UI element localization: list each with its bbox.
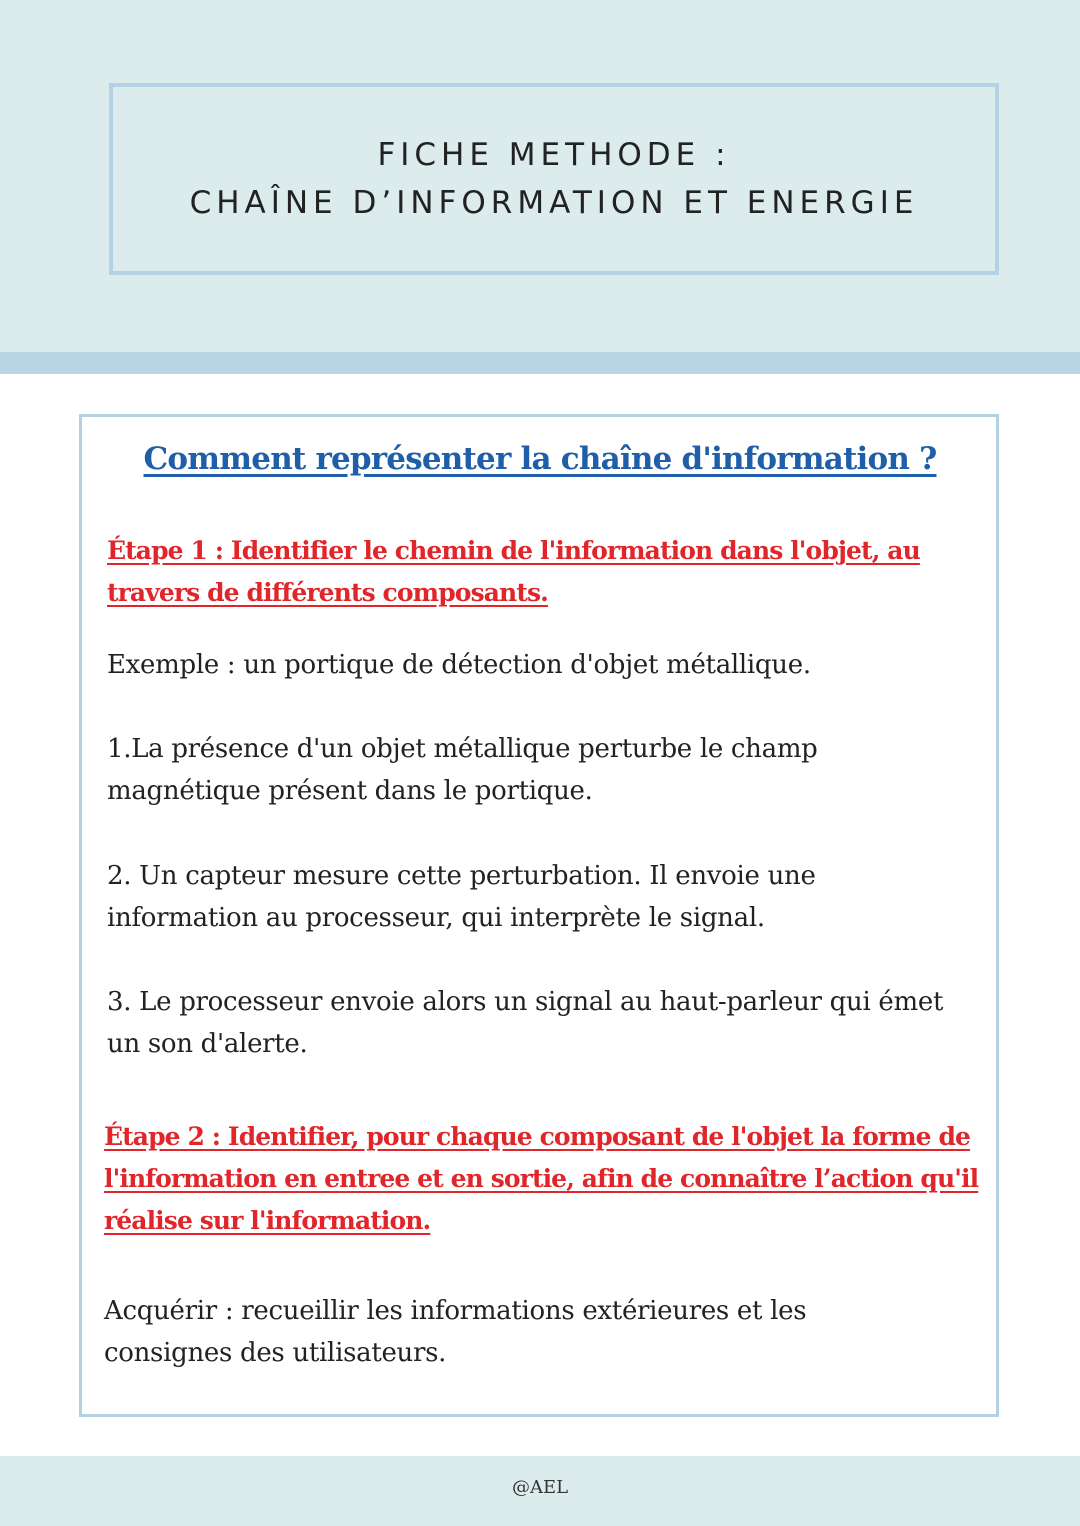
step-1-heading: Étape 1 : Identifier le chemin de l'information dans l'objet, au travers de différents composants. [107,536,920,607]
point-3-text: 3. Le processeur envoie alors un signal au haut-parleur qui émet un son d'alerte. [107,987,944,1059]
example-text: Exemple : un portique de détection d'objet métallique. [107,650,811,680]
header-stripe [0,352,1080,374]
title-line-2: CHAÎNE D’INFORMATION ET ENERGIE [189,185,919,221]
point-1-text: 1.La présence d'un objet métallique perturbe le champ magnétique présent dans le portique. [107,734,818,806]
point-2-text: 2. Un capteur mesure cette perturbation. Il envoie une information au processeur, qui interprète le signal. [107,861,816,933]
question-heading: Comment représenter la chaîne d'information ? [143,441,937,477]
title-box [109,83,999,275]
title-line-1: FICHE METHODE : [377,137,731,173]
footer-credit: @AEL [511,1477,569,1498]
acquerir-text: Acquérir : recueillir les informations extérieures et les consignes des utilisateurs. [104,1296,807,1368]
step-2-heading: Étape 2 : Identifier, pour chaque composant de l'objet la forme de l'information en entree et en sortie, afin de connaître l’action qu'il réalise sur l'information. [104,1122,979,1235]
